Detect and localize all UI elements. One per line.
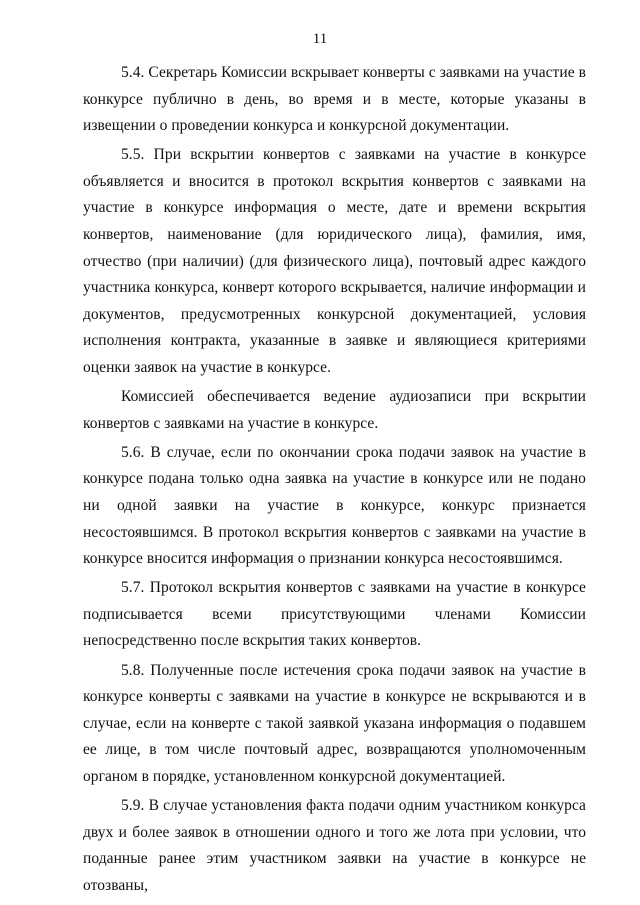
paragraph-5-4: 5.4. Секретарь Комиссии вскрывает конверты с заявками на участие в конкурсе публично в день, во время и в месте, которые указаны в извещении о проведении конкурса и конкурсной документации. bbox=[83, 64, 586, 135]
paragraph-5-6: 5.6. В случае, если по окончании срока подачи заявок на участие в конкурсе подана только одна заявка на участие в конкурсе или не подано ни одной заявки на участие в конкурсе, конкурс признается несостоявшимся. В протокол вскрытия конвертов с заявками на участие в конкурсе вносится информация о признании конкурса несостоявшимся. bbox=[83, 443, 586, 568]
document-body bbox=[83, 60, 586, 902]
paragraph-5-8: 5.8. Полученные после истечения срока подачи заявок на участие в конкурсе конверты с заявками на участие в конкурсе не вскрываются и в случае, если на конверте с такой заявкой указана информация о подавшем ее лице, в том числе почтовый адрес, возвращаются уполномоченным органом в порядке, установленном конкурсной документацией. bbox=[83, 661, 586, 785]
paragraph-5-5: 5.5. При вскрытии конвертов с заявками на участие в конкурсе объявляется и вносится в протокол вскрытия конвертов с заявками на участие в конкурсе информация о месте, дате и времени вскрытия конвертов, наименование (для юридического лица), фамилия, имя, отчество (при наличии) (для физического лица), почтовый адрес каждого участника конкурса, конверт которого вскрывается, наличие информации и документов, предусмотренных конкурсной документацией, условия исполнения контракта, указанные в заявке и являющиеся критериями оценки заявок на участие в конкурсе. bbox=[83, 146, 586, 377]
page-number: 11 bbox=[312, 31, 328, 47]
paragraph-5-7: 5.7. Протокол вскрытия конвертов с заявками на участие в конкурсе подписывается всеми присутствующими членами Комиссии непосредственно после вскрытия таких конвертов. bbox=[83, 579, 586, 650]
paragraph-audio-recording: Комиссией обеспечивается ведение аудиозаписи при вскрытии конвертов с заявками на участие в конкурсе. bbox=[83, 388, 586, 432]
paragraph-5-9: 5.9. В случае установления факта подачи одним участником конкурса двух и более заявок в отношении одного и того же лота при условии, что поданные ранее этим участником заявки на участие в конкурсе не отозваны, bbox=[83, 797, 586, 894]
